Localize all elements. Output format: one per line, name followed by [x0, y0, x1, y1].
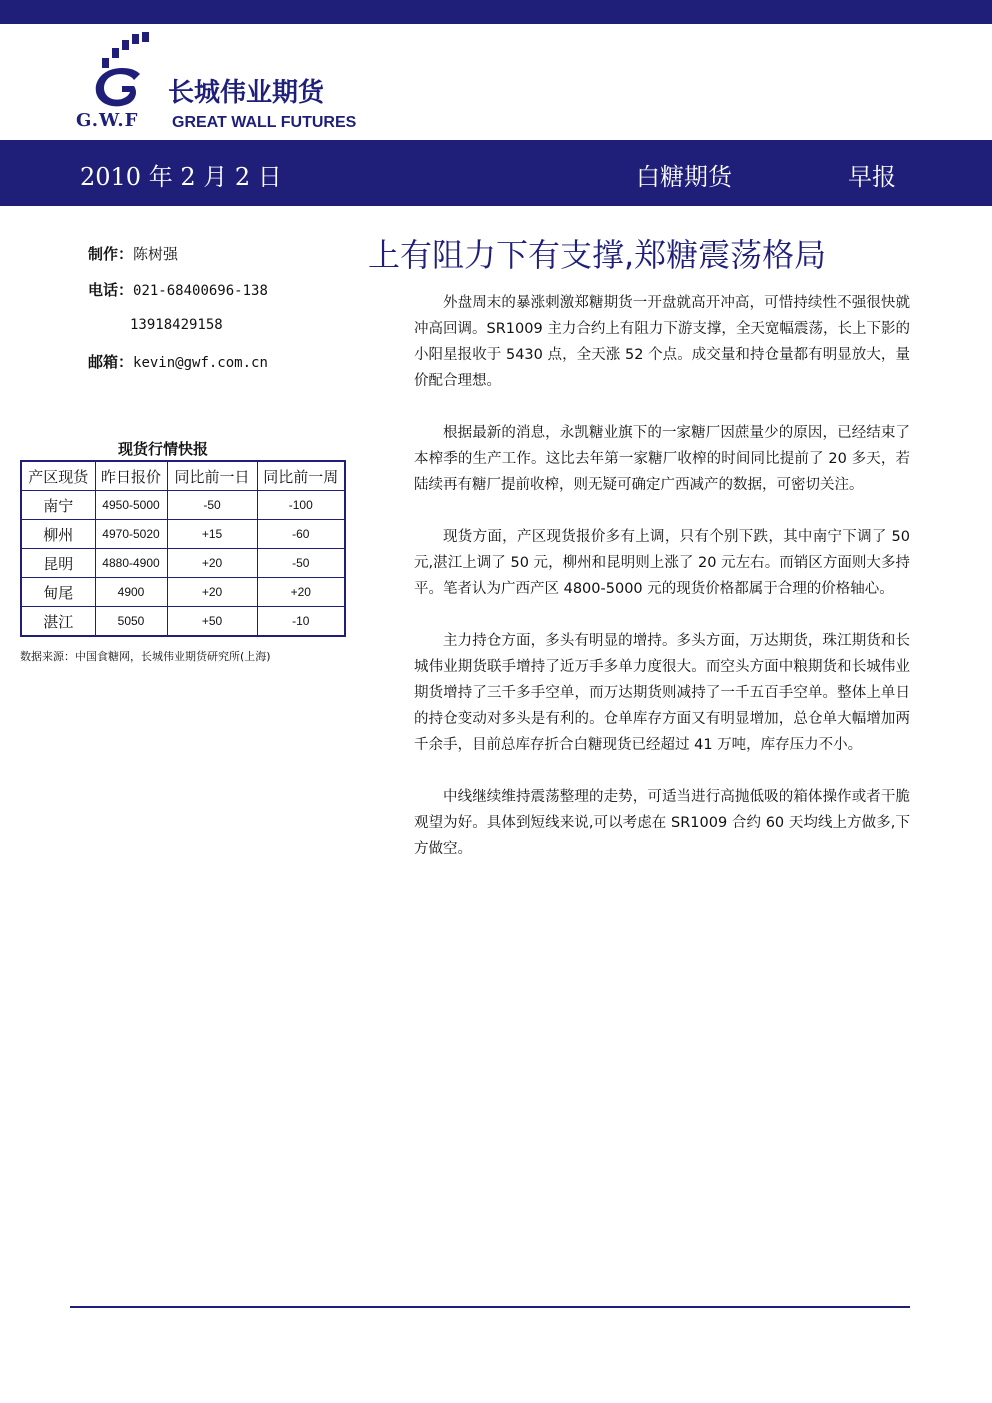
- footer-divider: [70, 1306, 910, 1308]
- phone-label: 电话：: [88, 281, 134, 299]
- report-category: 白糖期货: [636, 163, 732, 191]
- company-name-en: GREAT WALL FUTURES: [172, 114, 357, 131]
- article-paragraph: 主力持仓方面，多头有明显的增持。多头方面，万达期货，珠江期货和长城伟业期货联手增持了近万手多单力度很大。而空头方面中粮期货和长城伟业期货增持了三千多手空单，而万达期货则减持了一千五百手空单。整体上单日的持仓变动对多头是有利的。仓单库存方面又有明显增加，总仓单大幅增加两千余手，目前总库存折合白糖现货已经超过 41 万吨，库存压力不小。: [414, 633, 910, 753]
- phone-number-1: 021-68400696-138: [133, 283, 268, 299]
- phone-line: [88, 279, 268, 300]
- report-type: 早报: [848, 163, 896, 191]
- email-line: [88, 351, 268, 372]
- logo-abbreviation: G.W.F: [76, 110, 139, 131]
- table-cell-price: 4900: [95, 578, 167, 607]
- table-row: [21, 520, 345, 549]
- table-cell-price: 4880-4900: [95, 549, 167, 578]
- table-cell-week-change: -10: [257, 607, 345, 637]
- table-cell-day-change: +15: [167, 520, 257, 549]
- phone-number-2: 13918429158: [130, 317, 223, 333]
- article-paragraph: 外盘周末的暴涨刺激郑糖期货一开盘就高开冲高，可惜持续性不强很快就冲高回调。SR1009 主力合约上有阻力下游支撑，全天宽幅震荡，长上下影的小阳星报收于 5430 点，全天涨 52 个点。成交量和持仓量都有明显放大，量价配合理想。: [414, 295, 910, 389]
- top-color-bar: [0, 0, 992, 24]
- author-label: 制作：: [88, 245, 134, 263]
- table-header-cell: 同比前一周: [257, 461, 345, 491]
- phone-line-2: [130, 315, 223, 333]
- table-cell-day-change: +20: [167, 578, 257, 607]
- table-cell-region: 湛江: [21, 607, 95, 637]
- report-banner: [0, 140, 992, 206]
- article-title: 上有阻力下有支撑,郑糖震荡格局: [368, 236, 827, 274]
- great-wall-logo-icon: [88, 32, 158, 112]
- author-line: [88, 243, 178, 264]
- table-row: [21, 607, 345, 637]
- table-cell-day-change: +50: [167, 607, 257, 637]
- author-name: 陈树强: [133, 245, 179, 263]
- spot-table-title: 现货行情快报: [118, 440, 209, 458]
- table-cell-region: 南宁: [21, 491, 95, 520]
- data-source-note: 数据来源：中国食糖网，长城伟业期货研究所(上海): [20, 650, 271, 663]
- article-paragraph: 根据最新的消息，永凯糖业旗下的一家糖厂因蔗量少的原因，已经结束了本榨季的生产工作。这比去年第一家糖厂收榨的时间同比提前了 20 多天，若陆续再有糖厂提前收榨，则无疑可确定广西减产的数据，可密切关注。: [414, 425, 910, 493]
- table-cell-price: 4950-5000: [95, 491, 167, 520]
- article-paragraph: 现货方面，产区现货报价多有上调，只有个别下跌，其中南宁下调了 50 元,湛江上调了 50 元，柳州和昆明则上涨了 20 元左右。而销区方面则大多持平。笔者认为广西产区 4800-5000 元的现货价格都属于合理的价格轴心。: [414, 529, 910, 597]
- table-cell-region: 甸尾: [21, 578, 95, 607]
- table-row: [21, 491, 345, 520]
- table-row: [21, 549, 345, 578]
- email-label: 邮箱：: [88, 353, 134, 371]
- table-cell-week-change: -100: [257, 491, 345, 520]
- table-cell-day-change: -50: [167, 491, 257, 520]
- article-paragraph: 中线继续维持震荡整理的走势，可适当进行高抛低吸的箱体操作或者干脆观望为好。具体到短线来说,可以考虑在 SR1009 合约 60 天均线上方做多,下方做空。: [414, 789, 910, 857]
- table-header-row: [21, 461, 345, 491]
- spot-price-table: [20, 460, 346, 637]
- table-cell-region: 昆明: [21, 549, 95, 578]
- table-row: [21, 578, 345, 607]
- table-header-cell: 产区现货: [21, 461, 95, 491]
- company-name-cn: 长城伟业期货: [168, 78, 325, 108]
- table-header-cell: 同比前一日: [167, 461, 257, 491]
- table-cell-week-change: -60: [257, 520, 345, 549]
- table-cell-week-change: +20: [257, 578, 345, 607]
- table-cell-region: 柳州: [21, 520, 95, 549]
- email-address[interactable]: kevin@gwf.com.cn: [133, 355, 268, 371]
- table-cell-week-change: -50: [257, 549, 345, 578]
- article-body: [414, 290, 910, 888]
- table-cell-price: 5050: [95, 607, 167, 637]
- table-header-cell: 昨日报价: [95, 461, 167, 491]
- table-cell-day-change: +20: [167, 549, 257, 578]
- table-cell-price: 4970-5020: [95, 520, 167, 549]
- report-date: 2010 年 2 月 2 日: [80, 163, 282, 191]
